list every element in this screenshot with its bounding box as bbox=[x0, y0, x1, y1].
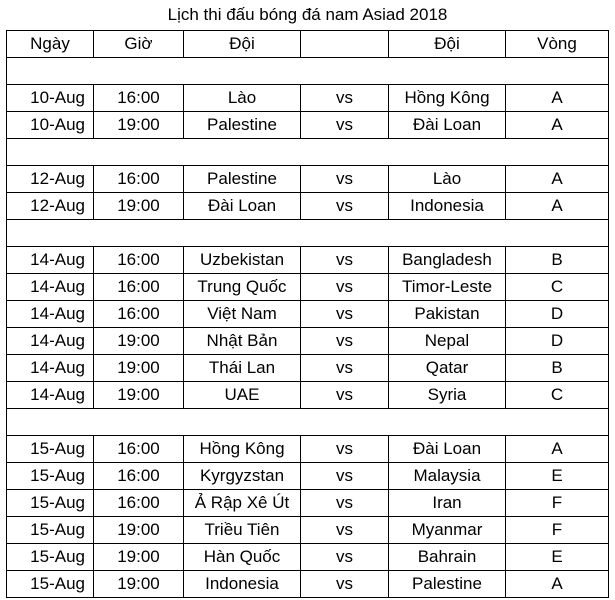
cell-team-home: Trung Quốc bbox=[184, 274, 301, 301]
cell-vs: vs bbox=[301, 301, 389, 328]
match-row bbox=[7, 85, 609, 112]
cell-team-away: Bangladesh bbox=[389, 247, 506, 274]
spacer-row bbox=[7, 58, 609, 85]
cell-time: 16:00 bbox=[94, 247, 184, 274]
cell-time: 16:00 bbox=[94, 301, 184, 328]
match-row bbox=[7, 193, 609, 220]
cell-team-away: Myanmar bbox=[389, 517, 506, 544]
cell-time: 19:00 bbox=[94, 112, 184, 139]
cell-team-away: Hồng Kông bbox=[389, 85, 506, 112]
cell-round: C bbox=[506, 274, 609, 301]
header-round: Vòng bbox=[506, 31, 609, 58]
cell-date: 14-Aug bbox=[7, 328, 94, 355]
cell-time: 16:00 bbox=[94, 166, 184, 193]
cell-vs: vs bbox=[301, 166, 389, 193]
cell-team-home: Triều Tiên bbox=[184, 517, 301, 544]
cell-date: 15-Aug bbox=[7, 544, 94, 571]
cell-team-away: Indonesia bbox=[389, 193, 506, 220]
cell-date: 15-Aug bbox=[7, 463, 94, 490]
cell-round: E bbox=[506, 544, 609, 571]
cell-team-home: Palestine bbox=[184, 166, 301, 193]
match-row bbox=[7, 301, 609, 328]
cell-date: 15-Aug bbox=[7, 517, 94, 544]
spacer-cell bbox=[7, 58, 609, 85]
cell-team-away: Qatar bbox=[389, 355, 506, 382]
cell-team-home: Indonesia bbox=[184, 571, 301, 598]
cell-team-home: Kyrgyzstan bbox=[184, 463, 301, 490]
cell-team-away: Bahrain bbox=[389, 544, 506, 571]
cell-date: 14-Aug bbox=[7, 247, 94, 274]
match-row bbox=[7, 355, 609, 382]
cell-team-away: Đài Loan bbox=[389, 436, 506, 463]
match-row bbox=[7, 274, 609, 301]
cell-vs: vs bbox=[301, 355, 389, 382]
cell-round: B bbox=[506, 247, 609, 274]
cell-time: 16:00 bbox=[94, 85, 184, 112]
header-time: Giờ bbox=[94, 31, 184, 58]
cell-round: A bbox=[506, 166, 609, 193]
cell-vs: vs bbox=[301, 517, 389, 544]
cell-vs: vs bbox=[301, 247, 389, 274]
schedule-table bbox=[6, 30, 609, 598]
cell-vs: vs bbox=[301, 193, 389, 220]
spacer-cell bbox=[7, 220, 609, 247]
spacer-cell bbox=[7, 409, 609, 436]
cell-team-away: Syria bbox=[389, 382, 506, 409]
match-row bbox=[7, 436, 609, 463]
cell-vs: vs bbox=[301, 544, 389, 571]
spacer-cell bbox=[7, 139, 609, 166]
cell-vs: vs bbox=[301, 274, 389, 301]
cell-round: E bbox=[506, 463, 609, 490]
spacer-row bbox=[7, 220, 609, 247]
cell-team-home: Palestine bbox=[184, 112, 301, 139]
cell-team-home: Uzbekistan bbox=[184, 247, 301, 274]
cell-team-home: Việt Nam bbox=[184, 301, 301, 328]
cell-date: 15-Aug bbox=[7, 436, 94, 463]
cell-time: 19:00 bbox=[94, 544, 184, 571]
cell-time: 16:00 bbox=[94, 463, 184, 490]
cell-time: 19:00 bbox=[94, 571, 184, 598]
cell-round: A bbox=[506, 193, 609, 220]
cell-team-away: Pakistan bbox=[389, 301, 506, 328]
cell-time: 19:00 bbox=[94, 355, 184, 382]
cell-round: B bbox=[506, 355, 609, 382]
cell-team-home: Lào bbox=[184, 85, 301, 112]
cell-vs: vs bbox=[301, 112, 389, 139]
cell-team-away: Nepal bbox=[389, 328, 506, 355]
cell-team-away: Lào bbox=[389, 166, 506, 193]
cell-team-away: Malaysia bbox=[389, 463, 506, 490]
cell-team-home: Nhật Bản bbox=[184, 328, 301, 355]
match-row bbox=[7, 517, 609, 544]
header-team-home: Đội bbox=[184, 31, 301, 58]
cell-date: 10-Aug bbox=[7, 85, 94, 112]
match-row bbox=[7, 544, 609, 571]
cell-vs: vs bbox=[301, 436, 389, 463]
cell-team-away: Đài Loan bbox=[389, 112, 506, 139]
cell-round: A bbox=[506, 571, 609, 598]
cell-date: 10-Aug bbox=[7, 112, 94, 139]
cell-vs: vs bbox=[301, 463, 389, 490]
cell-team-home: Đài Loan bbox=[184, 193, 301, 220]
cell-date: 14-Aug bbox=[7, 382, 94, 409]
cell-team-away: Iran bbox=[389, 490, 506, 517]
cell-time: 19:00 bbox=[94, 517, 184, 544]
cell-time: 19:00 bbox=[94, 328, 184, 355]
cell-time: 16:00 bbox=[94, 436, 184, 463]
cell-round: A bbox=[506, 436, 609, 463]
match-row bbox=[7, 490, 609, 517]
cell-time: 16:00 bbox=[94, 274, 184, 301]
cell-time: 19:00 bbox=[94, 193, 184, 220]
cell-round: C bbox=[506, 382, 609, 409]
cell-vs: vs bbox=[301, 490, 389, 517]
header-row bbox=[7, 31, 609, 58]
cell-team-home: Ả Rập Xê Út bbox=[184, 490, 301, 517]
cell-round: F bbox=[506, 490, 609, 517]
cell-team-home: UAE bbox=[184, 382, 301, 409]
cell-round: D bbox=[506, 301, 609, 328]
match-row bbox=[7, 166, 609, 193]
cell-date: 15-Aug bbox=[7, 571, 94, 598]
cell-round: A bbox=[506, 85, 609, 112]
spacer-row bbox=[7, 139, 609, 166]
cell-date: 14-Aug bbox=[7, 301, 94, 328]
cell-vs: vs bbox=[301, 571, 389, 598]
cell-date: 14-Aug bbox=[7, 355, 94, 382]
header-date: Ngày bbox=[7, 31, 94, 58]
cell-time: 16:00 bbox=[94, 490, 184, 517]
header-team-away: Đội bbox=[389, 31, 506, 58]
cell-date: 14-Aug bbox=[7, 274, 94, 301]
spacer-row bbox=[7, 409, 609, 436]
cell-vs: vs bbox=[301, 85, 389, 112]
cell-team-away: Timor-Leste bbox=[389, 274, 506, 301]
match-row bbox=[7, 247, 609, 274]
cell-date: 12-Aug bbox=[7, 193, 94, 220]
match-row bbox=[7, 112, 609, 139]
cell-vs: vs bbox=[301, 328, 389, 355]
cell-vs: vs bbox=[301, 382, 389, 409]
match-row bbox=[7, 571, 609, 598]
cell-round: F bbox=[506, 517, 609, 544]
schedule-title: Lịch thi đấu bóng đá nam Asiad 2018 bbox=[167, 5, 448, 24]
cell-time: 19:00 bbox=[94, 382, 184, 409]
header-vs bbox=[301, 31, 389, 58]
match-row bbox=[7, 463, 609, 490]
cell-team-home: Hàn Quốc bbox=[184, 544, 301, 571]
match-row bbox=[7, 328, 609, 355]
match-row bbox=[7, 382, 609, 409]
cell-round: A bbox=[506, 112, 609, 139]
cell-team-home: Thái Lan bbox=[184, 355, 301, 382]
cell-round: D bbox=[506, 328, 609, 355]
cell-date: 15-Aug bbox=[7, 490, 94, 517]
cell-team-away: Palestine bbox=[389, 571, 506, 598]
cell-date: 12-Aug bbox=[7, 166, 94, 193]
cell-team-home: Hồng Kông bbox=[184, 436, 301, 463]
